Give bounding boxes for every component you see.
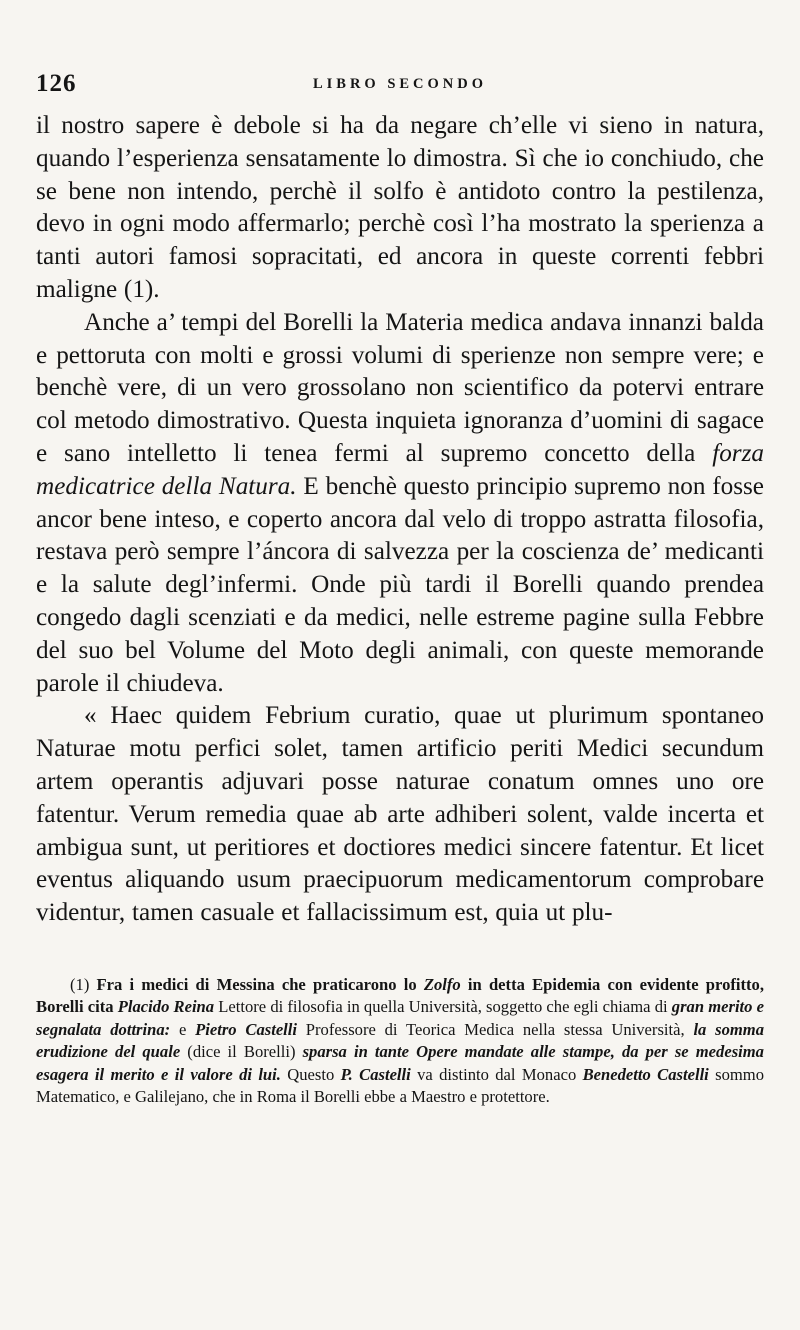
paragraph-2-part-b: E benchè questo principio supremo non fosse ancor bene inteso, e coperto ancora dal velo di troppo astratta filosofia, restava però sempre l’áncora di salvezza per la coscienza de’ medicanti e la salute degl’infermi. Onde più tardi il Borelli quando prendea congedo dagli scenziati e da medici, nelle estreme pagine sulla Febbre del suo bel Volume del Moto degli animali, con queste memorande parole il chiudeva. xyxy=(36,472,764,697)
book-page xyxy=(36,70,764,1108)
body-text xyxy=(36,110,764,930)
paragraph-2-part-a: Anche a’ tempi del Borelli la Materia medica andava innanzi balda e pettoruta con molti e grossi volumi di sperienze non sempre vere; e benchè vere, di un vero grossolano non scientifico da potervi entrare col metodo dimostrativo. Questa inquieta ignoranza d’uomini di sagace e sano intelletto li tenea fermi al supremo concetto della xyxy=(36,308,764,467)
footnotes xyxy=(36,974,764,1108)
paragraph-1: il nostro sapere è debole si ha da negare ch’elle vi sieno in natura, quando l’esperienza sensatamente lo dimostra. Sì che io conchiudo, che se bene non intendo, perchè il solfo è antidoto contro la pestilenza, devo in ogni modo affermarlo; perchè così l’ha mostrato la sperienza a tanti autori famosi sopracitati, ed ancora in queste correnti febbri maligne (1). xyxy=(36,112,764,303)
paragraph-2-italic: forza medicatrice della Natura. xyxy=(36,439,764,500)
latin-quotation: « Haec quidem Febrium curatio, quae ut plurimum spontaneo Naturae motu perfici solet, tamen artificio periti Medici secundum artem operantis adjuvari posse naturae conatum omnes uno ore fatentur. Verum remedia quae ab arte adhiberi solent, valde incerta et ambigua sunt, ut peritiores et doctiores medici sincere fatentur. Et licet eventus aliquando usum praecipuorum medicamentorum comprobare videntur, tamen casuale et fallacissimum est, quia ut plu- xyxy=(36,702,764,927)
paragraph-2 xyxy=(36,307,764,701)
footnote-mark: (1) xyxy=(70,974,90,994)
page-header xyxy=(36,70,764,100)
footnote-1: (1) Fra i medici di Messina che praticarono lo Zolfo in detta Epidemia con evidente profitto, Borelli cita Placido Reina Lettore di filosofia in quella Università, soggetto che egli chiama di gran merito e segnalata dottrina: e Pietro Castelli Professore di Teorica Medica nella stessa Università, la somma erudizione del quale (dice il Borelli) sparsa in tante Opere mandate alle stampe, da per se medesima esagera il merito e il valore di lui. Questo P. Castelli va distinto dal Monaco Benedetto Castelli sommo Matematico, e Galilejano, che in Roma il Borelli ebbe a Maestro e protettore. xyxy=(36,974,765,1106)
page-number: 126 xyxy=(36,70,77,97)
running-head: LIBRO SECONDO xyxy=(312,76,488,92)
